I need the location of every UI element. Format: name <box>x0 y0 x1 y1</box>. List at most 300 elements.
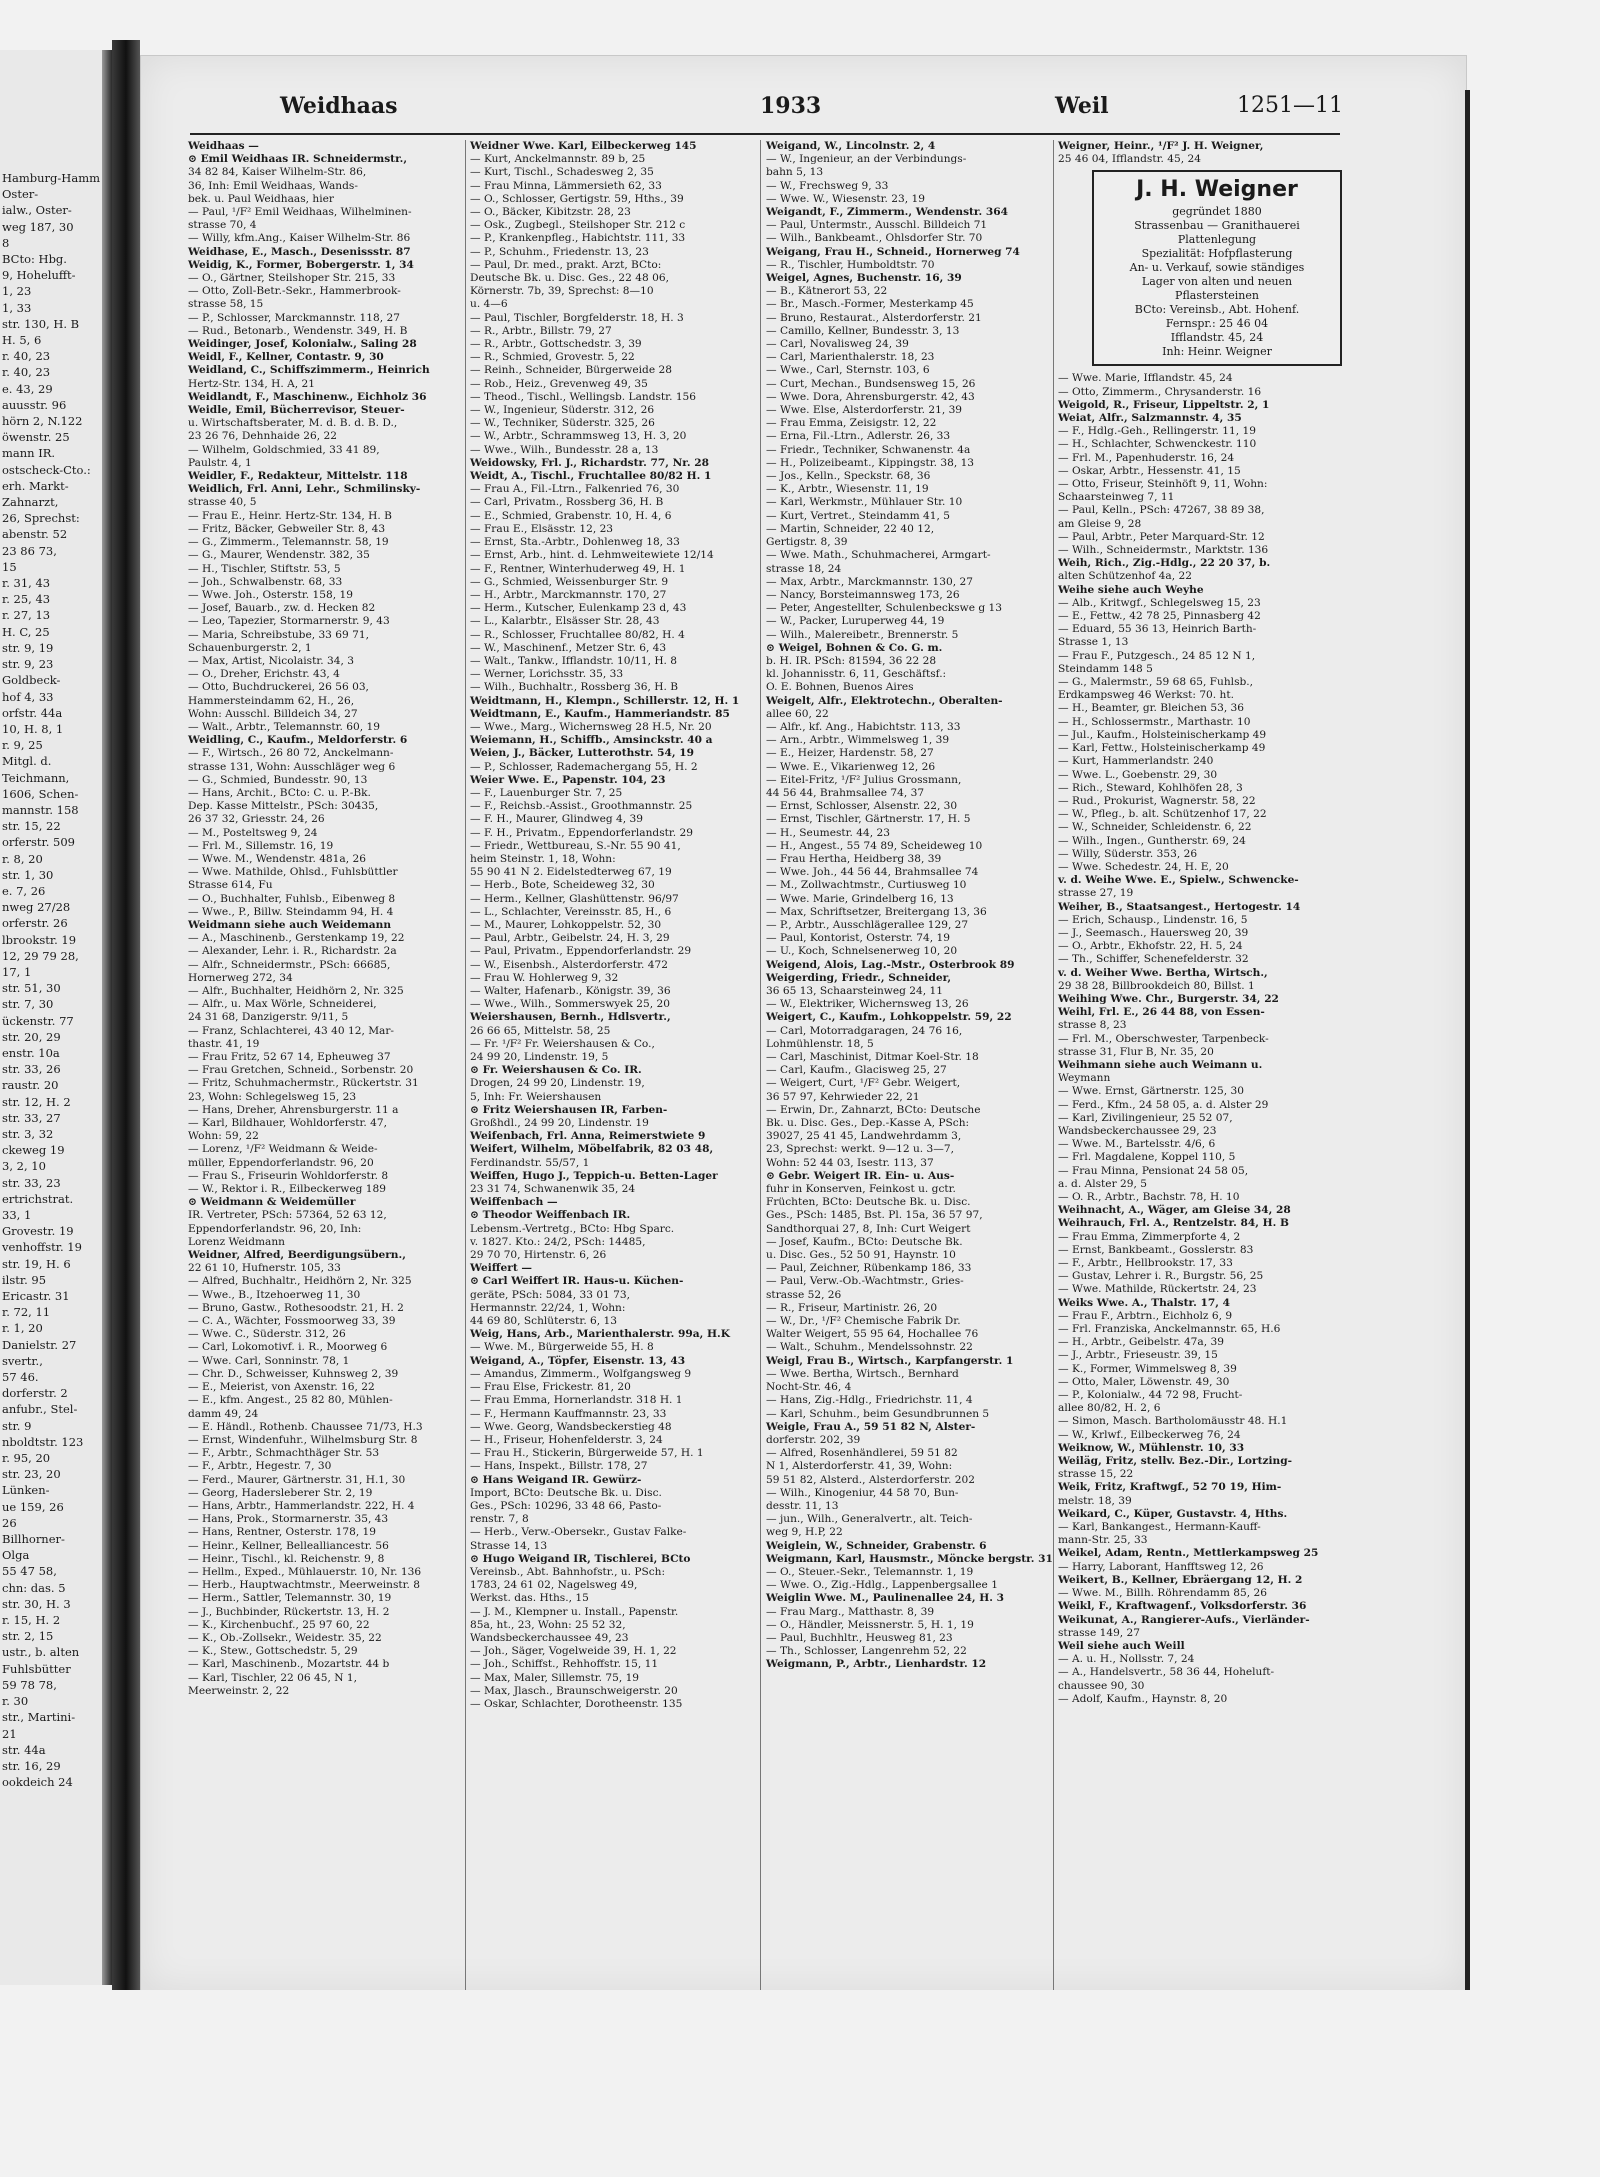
previous-page-line: Ericastr. 31 <box>2 1289 70 1304</box>
directory-entry: — Frau Minna, Lämmersieth 62, 33 <box>470 179 662 192</box>
directory-entry: Weig, Hans, Arb., Marienthalerstr. 99a, H.K <box>470 1328 730 1341</box>
directory-entry: — A., Handelsvertr., 58 36 44, Hoheluft- <box>1058 1666 1275 1679</box>
directory-entry: — Hans, Rentner, Osterstr. 178, 19 <box>188 1526 377 1539</box>
ad-line: Lager von alten und neuen <box>1141 275 1293 289</box>
directory-entry: — Karl, Zivilingenieur, 25 52 07, <box>1058 1111 1233 1124</box>
previous-page-line: r. 8, 20 <box>2 851 43 866</box>
directory-entry: — Alfr., kf. Ang., Habichtstr. 113, 33 <box>766 720 961 733</box>
directory-entry: Schauenburgerstr. 2, 1 <box>188 641 312 654</box>
previous-page-line: H. 5, 6 <box>2 333 42 348</box>
directory-entry: Deutsche Bk. u. Disc. Ges., 22 48 06, <box>470 272 669 285</box>
directory-entry: bek. u. Paul Weidhaas, hier <box>188 192 334 205</box>
directory-entry: thastr. 41, 19 <box>188 1037 260 1050</box>
ad-title: J. H. Weigner <box>1136 177 1298 203</box>
previous-page-line: weg 187, 30 <box>2 219 74 234</box>
directory-entry: Weiershausen, Bernh., Hdlsvertr., <box>470 1011 671 1024</box>
directory-entry: — Rob., Heiz., Grevenweg 49, 35 <box>470 377 648 390</box>
directory-entry: — O. R., Arbtr., Bachstr. 78, H. 10 <box>1058 1191 1240 1203</box>
directory-entry: — Alfred, Buchhaltr., Heidhörn 2, Nr. 325 <box>188 1275 412 1288</box>
directory-entry: — F. H., Privatm., Eppendorferlandstr. 29 <box>470 826 694 839</box>
directory-entry: — P., Schuhm., Friedenstr. 13, 23 <box>470 245 649 258</box>
directory-entry: — Joh., Schiffst., Rehhoffstr. 15, 11 <box>470 1658 659 1671</box>
directory-entry: — G., Zimmerm., Telemannstr. 58, 19 <box>188 536 389 549</box>
directory-entry: — Alb., Kritwgf., Schlegelsweg 15, 23 <box>1058 596 1261 609</box>
previous-page-line: 17, 1 <box>2 964 32 979</box>
directory-entry: Weigand, A., Töpfer, Eisenstr. 13, 43 <box>470 1354 686 1367</box>
directory-entry: Weiknow, W., Mühlenstr. 10, 33 <box>1058 1441 1245 1454</box>
directory-entry: — Alfr., Schneidermstr., PSch: 66685, <box>188 958 391 971</box>
directory-entry: bahn 5, 13 <box>766 166 824 179</box>
directory-entry: Weikunat, A., Rangierer-Aufs., Vierländer- <box>1058 1613 1310 1626</box>
directory-entry: — Herb., Hauptwachtmstr., Meerweinstr. 8 <box>188 1579 421 1592</box>
directory-entry: — Chr. D., Schweisser, Kuhnsweg 2, 39 <box>188 1367 399 1380</box>
directory-entry: — Leo, Tapezier, Stormarnerstr. 9, 43 <box>188 615 390 628</box>
previous-page-line: 10, H. 8, 1 <box>2 721 64 736</box>
directory-entry: — F., Arbtr., Hellbrookstr. 17, 33 <box>1058 1257 1233 1270</box>
directory-entry: — Alfred, Rosenhändlerei, 59 51 82 <box>766 1447 958 1460</box>
directory-entry: — Joh., Säger, Vogelweide 39, H. 1, 22 <box>470 1645 677 1658</box>
directory-entry: — Wwe. Joh., 44 56 44, Brahmsallee 74 <box>766 866 979 879</box>
directory-entry: Weiffen, Hugo J., Teppich-u. Betten-Lager <box>470 1169 718 1182</box>
directory-entry: — R., Arbtr., Gottschedstr. 3, 39 <box>470 338 642 351</box>
previous-page-line: str., Martini- <box>2 1710 76 1725</box>
directory-entry: damm 49, 24 <box>188 1407 259 1420</box>
directory-entry: — Wilh., Buchhaltr., Rossberg 36, H. B <box>470 681 678 694</box>
directory-entry: — J., Buchbinder, Rückertstr. 13, H. 2 <box>188 1605 390 1618</box>
directory-entry: Weigmann, P., Arbtr., Lienhardstr. 12 <box>766 1658 987 1671</box>
directory-entry: ⊙ Weigel, Bohnen & Co. G. m. <box>766 641 943 654</box>
directory-entry: 24 99 20, Lindenstr. 19, 5 <box>470 1051 609 1064</box>
previous-page-line: r. 40, 23 <box>2 349 51 364</box>
directory-entry: — Wwe. C., Süderstr. 312, 26 <box>188 1328 346 1341</box>
directory-entry: — Frl. M., Papenhuderstr. 16, 24 <box>1058 451 1235 464</box>
directory-entry: — Alexander, Lehr. i. R., Richardstr. 2a <box>188 945 397 958</box>
directory-entry: ⊙ Fr. Weiershausen & Co. IR. <box>470 1064 642 1077</box>
previous-page-line: 8 <box>2 235 10 250</box>
directory-entry: Ges., PSch: 1485, Bst. Pl. 15a, 36 57 97, <box>766 1209 983 1222</box>
directory-entry: — Paul, Privatm., Eppendorferlandstr. 29 <box>470 945 692 958</box>
directory-entry: Weidtmann, H., Klempn., Schillerstr. 12, H. 1 <box>470 694 740 707</box>
directory-entry: Wandsbeckerchaussee 49, 23 <box>470 1631 629 1644</box>
directory-entry: Wohn: Ausschl. Billdeich 34, 27 <box>188 707 358 720</box>
directory-entry: Weil siehe auch Weill <box>1058 1639 1185 1652</box>
directory-entry: Eppendorferlandstr. 96, 20, Inh: <box>188 1222 362 1235</box>
directory-entry: Paulstr. 4, 1 <box>188 456 252 469</box>
directory-entry: — K., Kirchenbuchf., 25 97 60, 22 <box>188 1618 370 1631</box>
directory-entry: Ferdinandstr. 55/57, 1 <box>470 1156 590 1169</box>
directory-entry: — Ferd., Maurer, Gärtnerstr. 31, H.1, 30 <box>188 1473 406 1486</box>
previous-page-line: dorferstr. 2 <box>2 1386 68 1401</box>
directory-entry: — Erich, Schausp., Lindenstr. 16, 5 <box>1058 913 1248 926</box>
scan-margin <box>0 1990 1600 2177</box>
previous-page-line: str. 1, 30 <box>2 867 54 882</box>
directory-entry: — Hans, Prok., Stormarnerstr. 35, 43 <box>188 1513 389 1526</box>
directory-entry: u. 4—6 <box>470 298 508 311</box>
directory-entry: allee 80/82, H. 2, 6 <box>1058 1402 1161 1415</box>
directory-entry: — Ernst, Arb., hint. d. Lehmweitewiete 12/14 <box>470 549 714 562</box>
directory-entry: Weidner, Alfred, Beerdigungsübern., <box>188 1249 406 1262</box>
directory-entry: — Erwin, Dr., Zahnarzt, BCto: Deutsche <box>766 1103 981 1116</box>
directory-entry: 59 51 82, Alsterd., Alsterdorferstr. 202 <box>766 1473 975 1486</box>
previous-page-edge <box>0 50 113 1985</box>
directory-entry: — Paul, Verw.-Ob.-Wachtmstr., Gries- <box>766 1275 964 1288</box>
directory-entry: — Frau E., Heinr. Hertz-Str. 134, H. B <box>188 509 392 522</box>
directory-entry: — Paul, Dr. med., prakt. Arzt, BCto: <box>470 258 662 271</box>
directory-entry: Wohn: 52 44 03, Isestr. 113, 37 <box>766 1156 934 1169</box>
directory-entry: — Paul, Arbtr., Geibelstr. 24, H. 3, 29 <box>470 932 670 945</box>
column-divider <box>465 140 466 2070</box>
previous-page-line: ückenstr. 77 <box>2 1013 74 1028</box>
directory-entry: — Karl, Schuhm., beim Gesundbrunnen 5 <box>766 1407 990 1420</box>
directory-entry: — P., Krankenpfleg., Habichtstr. 111, 33 <box>470 232 686 245</box>
previous-page-line: Lünken- <box>2 1483 50 1498</box>
directory-entry: — Karl, Tischler, 22 06 45, N 1, <box>188 1671 357 1684</box>
directory-entry: — O., Händler, Meissnerstr. 5, H. 1, 19 <box>766 1618 974 1631</box>
directory-entry: allee 60, 22 <box>766 707 829 720</box>
directory-entry: — Paul, Kelln., PSch: 47267, 38 89 38, <box>1058 504 1265 517</box>
previous-page-line: r. 72, 11 <box>2 1305 51 1320</box>
directory-entry: 39027, 25 41 45, Landwehrdamm 3, <box>766 1130 962 1143</box>
directory-entry: 36 57 97, Kehrwieder 22, 21 <box>766 1090 920 1103</box>
directory-entry: Strasse 1, 13 <box>1058 636 1129 649</box>
previous-page-line: Zahnarzt, <box>2 495 59 510</box>
directory-entry: Import, BCto: Deutsche Bk. u. Disc. <box>470 1486 662 1499</box>
directory-entry: — E., Schmied, Grabenstr. 10, H. 4, 6 <box>470 509 672 522</box>
previous-page-line: 1, 33 <box>2 300 32 315</box>
directory-entry: 5, Inh: Fr. Weiershausen <box>470 1090 602 1103</box>
directory-entry: — Karl, Bankangest., Hermann-Kauff- <box>1058 1521 1261 1534</box>
directory-entry: — Rud., Prokurist, Wagnerstr. 58, 22 <box>1058 794 1256 807</box>
directory-entry: — Rud., Betonarb., Wendenstr. 349, H. B <box>188 324 408 337</box>
column-2 <box>470 140 740 2070</box>
directory-entry: — Wwe. Dora, Ahrensburgerstr. 42, 43 <box>766 390 975 403</box>
directory-entry: — Br., Masch.-Former, Mesterkamp 45 <box>766 298 974 311</box>
directory-entry: 26 66 65, Mittelstr. 58, 25 <box>470 1024 611 1037</box>
directory-entry: — Otto, Maler, Löwenstr. 49, 30 <box>1058 1375 1230 1388</box>
directory-entry: strasse 8, 23 <box>1058 1019 1127 1032</box>
ad-line: Spezialität: Hofpflasterung <box>1141 247 1293 261</box>
previous-page-line: ialw., Oster- <box>2 203 72 218</box>
directory-entry: Großhdl., 24 99 20, Lindenstr. 19 <box>470 1117 649 1130</box>
directory-entry: 44 56 44, Brahmsallee 74, 37 <box>766 786 925 799</box>
directory-entry: — F., Lauenburger Str. 7, 25 <box>470 786 623 799</box>
previous-page-line: öwenstr. 25 <box>2 430 70 445</box>
directory-entry: strasse 58, 15 <box>188 298 264 311</box>
column-4-top-entries <box>1058 140 1340 166</box>
directory-entry: — Bruno, Restaurat., Alsterdorferstr. 21 <box>766 311 982 324</box>
directory-entry: — Walter, Hafenarb., Königstr. 39, 36 <box>470 985 671 997</box>
directory-entry: — O., Schlosser, Gertigstr. 59, Hths., 39 <box>470 192 684 205</box>
directory-entry: — Carl, Privatm., Rossberg 36, H. B <box>470 496 664 509</box>
directory-entry: — Osk., Zugbegl., Steilshoper Str. 212 c <box>470 219 686 232</box>
directory-entry: — F., Arbtr., Hegestr. 7, 30 <box>188 1460 332 1473</box>
directory-entry: Weihrauch, Frl. A., Rentzelstr. 84, H. B <box>1058 1217 1289 1230</box>
ad-line: Fernspr.: 25 46 04 <box>1165 317 1269 331</box>
directory-entry: — Bruno, Gastw., Rothesoodstr. 21, H. 2 <box>188 1301 404 1314</box>
directory-entry: ⊙ Hugo Weigand IR, Tischlerei, BCto <box>470 1552 691 1565</box>
directory-entry: Sandthorquai 27, 8, Inh: Curt Weigert <box>766 1222 971 1235</box>
directory-entry: — Wwe., P., Billw. Steindamm 94, H. 4 <box>188 905 394 918</box>
directory-entry: 36 65 13, Schaarsteinweg 24, 11 <box>766 985 943 997</box>
directory-entry: — Josef, Kaufm., BCto: Deutsche Bk. <box>766 1235 963 1248</box>
directory-entry: — Wwe. Marie, Grindelberg 16, 13 <box>766 892 954 905</box>
ad-line: Inh: Heinr. Weigner <box>1162 345 1272 359</box>
directory-entry: — Wwe., Wilh., Sommerswyek 25, 20 <box>470 998 670 1011</box>
directory-entry: Weidl, F., Kellner, Contastr. 9, 30 <box>188 351 384 364</box>
directory-entry: Weidinger, Josef, Kolonialw., Saling 28 <box>188 338 417 351</box>
directory-entry: Weikl, F., Kraftwagenf., Volksdorferstr. 36 <box>1058 1600 1307 1613</box>
directory-entry: — Walt., Schuhm., Mendelssohnstr. 22 <box>766 1341 973 1354</box>
directory-entry: u. Disc. Ges., 52 50 91, Haynstr. 10 <box>766 1249 956 1262</box>
directory-entry: — Walt., Arbtr., Telemannstr. 60, 19 <box>188 720 380 733</box>
directory-entry: — H., Beamter, gr. Bleichen 53, 36 <box>1058 702 1245 715</box>
directory-entry: — H., Schlachter, Schwenckestr. 110 <box>1058 438 1257 451</box>
directory-entry: — Willy, Süderstr. 353, 26 <box>1058 847 1198 860</box>
directory-entry: — Wwe. Math., Schuhmacherei, Armgart- <box>766 549 991 562</box>
directory-entry: Früchten, BCto: Deutsche Bk. u. Disc. <box>766 1196 971 1209</box>
directory-entry: u. Wirtschaftsberater, M. d. B. d. B. D., <box>188 417 398 430</box>
directory-entry: — Jul., Kaufm., Holsteinischerkamp 49 <box>1058 728 1267 741</box>
directory-entry: — Arn., Arbtr., Wimmelsweg 1, 39 <box>766 734 950 747</box>
directory-entry: — Herm., Kutscher, Eulenkamp 23 d, 43 <box>470 602 687 615</box>
directory-entry: — Oskar, Schlachter, Dorotheenstr. 135 <box>470 1697 683 1710</box>
directory-entry: — Paul, ¹/F² Emil Weidhaas, Wilhelminen- <box>188 206 412 219</box>
directory-entry: — Hans, Archit., BCto: C. u. P.-Bk. <box>188 786 371 799</box>
previous-page-line: 9, Hohelufft- <box>2 268 76 283</box>
previous-page-line: str. 7, 30 <box>2 997 54 1012</box>
directory-entry: — Frau E., Elsässtr. 12, 23 <box>470 522 614 535</box>
directory-entry: — Frau Emma, Hornerlandstr. 318 H. 1 <box>470 1394 683 1407</box>
directory-entry: Weidler, F., Redakteur, Mittelstr. 118 <box>188 470 408 483</box>
directory-entry: Meerweinstr. 2, 22 <box>188 1684 290 1697</box>
directory-entry: Weigand, W., Lincolnstr. 2, 4 <box>766 140 936 152</box>
directory-entry: — Frau A., Fil.-Ltrn., Falkenried 76, 30 <box>470 483 680 496</box>
directory-entry: 25 46 04, Ifflandstr. 45, 24 <box>1058 153 1201 166</box>
directory-entry: Hammersteindamm 62, H., 26, <box>188 694 355 707</box>
directory-entry: Walter Weigert, 55 95 64, Hochallee 76 <box>766 1328 979 1341</box>
directory-entry: — W., Dr., ¹/F² Chemische Fabrik Dr. <box>766 1315 961 1328</box>
directory-entry: — G., Malermstr., 59 68 65, Fuhlsb., <box>1058 676 1254 689</box>
directory-entry: — G., Schmied, Weissenburger Str. 9 <box>470 575 669 588</box>
directory-entry: — G., Schmied, Bundesstr. 90, 13 <box>188 773 368 786</box>
directory-entry: Weidlich, Frl. Anni, Lehr., Schmilinsky- <box>188 483 421 496</box>
directory-entry: — Josef, Bauarb., zw. d. Hecken 82 <box>188 602 376 615</box>
directory-entry: Weihl, Frl. E., 26 44 88, von Essen- <box>1058 1006 1265 1019</box>
directory-entry: — O., Gärtner, Steilshoper Str. 215, 33 <box>188 272 396 285</box>
directory-entry: 29 70 70, Hirtenstr. 6, 26 <box>470 1249 607 1262</box>
directory-entry: — Frl. M., Sillemstr. 16, 19 <box>188 839 334 852</box>
directory-entry: — O., Bäcker, Kibitzstr. 28, 23 <box>470 206 631 219</box>
directory-entry: — Fritz, Bäcker, Gebweiler Str. 8, 43 <box>188 522 386 535</box>
directory-entry: — F., Arbtr., Schmachthäger Str. 53 <box>188 1447 380 1460</box>
directory-entry: ⊙ Carl Weiffert IR. Haus-u. Küchen- <box>470 1275 684 1288</box>
directory-entry: — Weigert, Curt, ¹/F² Gebr. Weigert, <box>766 1077 961 1090</box>
directory-entry: Weik, Fritz, Kraftwgf., 52 70 19, Him- <box>1058 1481 1282 1494</box>
previous-page-line: orfstr. 44a <box>2 705 63 720</box>
previous-page-line: hörn 2, N.122 <box>2 414 83 429</box>
directory-entry: Weigner, Heinr., ¹/F² J. H. Weigner, <box>1058 140 1264 152</box>
directory-entry: — Fritz, Schuhmachermstr., Rückertstr. 31 <box>188 1077 419 1090</box>
directory-entry: — Frau Else, Frickestr. 81, 20 <box>470 1381 631 1394</box>
previous-page-line: raustr. 20 <box>2 1078 59 1093</box>
directory-entry: — Carl, Novalisweg 24, 39 <box>766 338 909 351</box>
directory-entry: — Wilh., Schneidermstr., Marktstr. 136 <box>1058 544 1269 557</box>
directory-entry: — Gustav, Lehrer i. R., Burgstr. 56, 25 <box>1058 1270 1264 1283</box>
directory-entry: — W., Krlwf., Eilbeckerweg 76, 24 <box>1058 1428 1241 1441</box>
previous-page-line: str. 9 <box>2 1418 32 1433</box>
header-last-entry: Weil <box>1055 93 1109 119</box>
previous-page-line: 12, 29 79 28, <box>2 948 79 963</box>
directory-entry: — Max, Jlasch., Braunschweigerstr. 20 <box>470 1684 678 1697</box>
directory-entry: — W., Frechsweg 9, 33 <box>766 179 889 192</box>
directory-entry: — Max, Arbtr., Marckmannstr. 130, 27 <box>766 575 973 588</box>
previous-page-line: str. 9, 19 <box>2 640 54 655</box>
directory-entry: — E., Meierist, von Axenstr. 16, 22 <box>188 1381 375 1394</box>
previous-page-line: str. 130, H. B <box>2 316 80 331</box>
previous-page-line: Danielstr. 27 <box>2 1337 77 1352</box>
directory-entry: — W., Eisenbsh., Alsterdorferstr. 472 <box>470 958 668 971</box>
previous-page-line: str. 44a <box>2 1742 46 1757</box>
directory-entry: Drogen, 24 99 20, Lindenstr. 19, <box>470 1077 645 1090</box>
directory-entry: — Paul, Zeichner, Rübenkamp 186, 33 <box>766 1262 972 1275</box>
directory-entry: — Joh., Schwalbenstr. 68, 33 <box>188 575 343 588</box>
previous-page-line: abenstr. 52 <box>2 527 68 542</box>
directory-entry: Weifenbach, Frl. Anna, Reimerstwiete 9 <box>470 1130 706 1143</box>
directory-entry: 26 37 32, Griesstr. 24, 26 <box>188 813 325 826</box>
directory-entry: — R., Tischler, Humboldtstr. 70 <box>766 258 935 271</box>
directory-entry: v. d. Weiher Wwe. Bertha, Wirtsch., <box>1058 966 1268 979</box>
directory-entry: — Herb., Bote, Scheideweg 32, 30 <box>470 879 655 892</box>
directory-entry: — R., Arbtr., Billstr. 79, 27 <box>470 324 612 337</box>
directory-entry: — Nancy, Borsteimannsweg 173, 26 <box>766 588 960 601</box>
previous-page-line: 33, 1 <box>2 1208 32 1222</box>
directory-entry: Weidtmann, E., Kaufm., Hammeriandstr. 85 <box>470 707 730 720</box>
directory-entry: Weih, Rich., Zig.-Hdlg., 22 20 37, b. <box>1058 557 1271 570</box>
directory-entry: — J., Seemasch., Hauersweg 20, 39 <box>1058 926 1249 939</box>
previous-page-line: r. 15, H. 2 <box>2 1613 61 1628</box>
previous-page-line: r. 27, 13 <box>2 608 51 623</box>
directory-entry: Weiglein, W., Schneider, Grabenstr. 6 <box>766 1539 987 1552</box>
directory-entry: — Frau Emma, Zimmerpforte 4, 2 <box>1058 1230 1241 1243</box>
column-4 <box>1058 140 1340 2070</box>
previous-page-line: r. 40, 23 <box>2 365 51 380</box>
directory-entry: 55 90 41 N 2. Eidelstedterweg 67, 19 <box>470 866 672 879</box>
directory-entry: a. d. Alster 29, 5 <box>1058 1177 1147 1190</box>
previous-page-line: BCto: Hbg. <box>2 252 67 267</box>
directory-entry: — H., Schlossermstr., Marthastr. 10 <box>1058 715 1251 728</box>
directory-entry: melstr. 18, 39 <box>1058 1494 1132 1507</box>
previous-page-line: r. 30 <box>2 1694 29 1709</box>
directory-entry: — Franz, Schlachterei, 43 40 12, Mar- <box>188 1024 395 1037</box>
ad-line: Ifflandstr. 45, 24 <box>1170 331 1264 345</box>
directory-entry: — Wilh., Bankbeamt., Ohlsdorfer Str. 70 <box>766 232 983 245</box>
directory-entry: v. 1827. Kto.: 24/2, PSch: 14485, <box>470 1235 646 1248</box>
directory-entry: — Frau Gretchen, Schneid., Sorbenstr. 20 <box>188 1064 414 1077</box>
directory-entry: Weidt, A., Tischl., Fruchtallee 80/82 H. 1 <box>470 470 712 483</box>
previous-page-line: nboldtstr. 123 <box>2 1434 84 1449</box>
weigner-advertisement <box>1092 170 1342 366</box>
directory-entry: — Kurt, Hammerlandstr. 240 <box>1058 755 1214 768</box>
directory-entry: Lebensm.-Vertretg., BCto: Hbg Sparc. <box>470 1222 675 1235</box>
previous-page-line: Mitgl. d. <box>2 754 52 769</box>
directory-entry: — Wwe. M., Billh. Röhrendamm 85, 26 <box>1058 1587 1267 1600</box>
previous-page-line: nweg 27/28 <box>2 900 71 915</box>
directory-entry: — K., Stew., Gottschedstr. 5, 29 <box>188 1645 358 1658</box>
directory-entry: — M., Maurer, Lohkoppelstr. 52, 30 <box>470 918 662 931</box>
ad-line: Plattenlegung <box>1177 233 1257 247</box>
directory-entry: — F., Hdlg.-Geh., Rellingerstr. 11, 19 <box>1058 425 1256 438</box>
directory-entry: — H., Tischler, Stiftstr. 53, 5 <box>188 562 341 575</box>
directory-entry: — Friedr., Techniker, Schwanenstr. 4a <box>766 443 971 456</box>
directory-entry: — Otto, Buchdruckerei, 26 56 03, <box>188 681 369 694</box>
directory-entry: 23, Wohn: Schlegelsweg 15, 23 <box>188 1090 357 1103</box>
directory-entry: — Hans, Zig.-Hdlg., Friedrichstr. 11, 4 <box>766 1394 973 1407</box>
directory-entry: — Wwe. W., Wiesenstr. 23, 19 <box>766 192 925 205</box>
directory-entry: ⊙ Hans Weigand IR. Gewürz- <box>470 1473 642 1486</box>
directory-entry: Weifert, Wilhelm, Möbelfabrik, 82 03 48, <box>470 1143 714 1156</box>
directory-entry: — Frau F., Arbtrn., Eichholz 6, 9 <box>1058 1309 1233 1322</box>
directory-entry: — Martin, Schneider, 22 40 12, <box>766 522 935 535</box>
previous-page-line: str. 33, 26 <box>2 1062 61 1077</box>
directory-entry: — Kurt, Tischl., Schadesweg 2, 35 <box>470 166 654 179</box>
previous-page-line: str. 51, 30 <box>2 981 61 996</box>
directory-entry: — jun., Wilh., Generalvertr., alt. Teich- <box>766 1513 973 1526</box>
directory-entry: — Ernst, Tischler, Gärtnerstr. 17, H. 5 <box>766 813 971 826</box>
directory-entry: Weigel, Agnes, Buchenstr. 16, 39 <box>766 272 962 285</box>
directory-entry: strasse 18, 24 <box>766 562 842 575</box>
directory-entry: — Amandus, Zimmerm., Wolfgangsweg 9 <box>470 1367 692 1380</box>
directory-entry: Weidling, C., Kaufm., Meldorferstr. 6 <box>188 734 408 747</box>
previous-page-line: Teichmann, <box>2 770 70 785</box>
directory-entry: O. E. Bohnen, Buenos Aires <box>766 681 914 694</box>
directory-entry: — Herm., Kellner, Glashüttenstr. 96/97 <box>470 892 679 905</box>
directory-entry: Bk. u. Disc. Ges., Dep.-Kasse A, PSch: <box>766 1117 970 1130</box>
directory-entry: — Frau Hertha, Heidberg 38, 39 <box>766 852 942 865</box>
directory-entry: — Eitel-Fritz, ¹/F² Julius Grossmann, <box>766 773 962 786</box>
previous-page-line: ookdeich 24 <box>2 1775 73 1790</box>
previous-page-line: str. 12, H. 2 <box>2 1094 71 1109</box>
directory-entry: — Erna, Fil.-Ltrn., Adlerstr. 26, 33 <box>766 430 951 443</box>
directory-entry: N 1, Alsterdorferstr. 41, 39, Wohn: <box>766 1460 953 1473</box>
directory-entry: — W., Rektor i. R., Eilbeckerweg 189 <box>188 1183 386 1196</box>
previous-page-line: r. 95, 20 <box>2 1451 51 1466</box>
directory-entry: — O., Arbtr., Ekhofstr. 22, H. 5, 24 <box>1058 940 1243 953</box>
previous-page-line: Grovestr. 19 <box>2 1224 74 1239</box>
previous-page-line: mannstr. 158 <box>2 802 79 817</box>
directory-entry: müller, Eppendorferlandstr. 96, 20 <box>188 1156 374 1169</box>
previous-page-line: Olga <box>2 1548 30 1563</box>
column-divider <box>760 140 761 2070</box>
directory-entry: Lohmühlenstr. 18, 5 <box>766 1037 874 1050</box>
directory-entry: ⊙ Theodor Weiffenbach IR. <box>470 1209 631 1222</box>
directory-entry: — P., Schlosser, Marckmannstr. 118, 27 <box>188 311 400 324</box>
directory-entry: — Friedr., Wettbureau, S.-Nr. 55 90 41, <box>470 839 681 852</box>
directory-entry: Weidmann siehe auch Weidemann <box>188 918 392 931</box>
directory-entry: — Carl, Maschinist, Ditmar Koel-Str. 18 <box>766 1051 979 1064</box>
previous-page-line: str. 33, 23 <box>2 1175 61 1190</box>
directory-entry: — W., Elektriker, Wichernsweg 13, 26 <box>766 998 969 1011</box>
header-rule <box>190 133 1340 135</box>
directory-entry: — W., Ingenieur, Süderstr. 312, 26 <box>470 404 655 417</box>
directory-entry: — Carl, Marienthalerstr. 18, 23 <box>766 351 935 364</box>
directory-entry: Wohn: 59, 22 <box>188 1130 259 1143</box>
previous-page-line: auusstr. 96 <box>2 397 67 412</box>
directory-entry: — U., Koch, Schnelsenerweg 10, 20 <box>766 945 958 958</box>
previous-page-line: orferstr. 26 <box>2 916 68 931</box>
directory-entry: — W., Schneider, Schleidenstr. 6, 22 <box>1058 821 1252 834</box>
directory-entry: — L., Kalarbtr., Elsässer Str. 28, 43 <box>470 615 660 628</box>
directory-entry: — Karl, Werkmstr., Mühlauer Str. 10 <box>766 496 963 509</box>
